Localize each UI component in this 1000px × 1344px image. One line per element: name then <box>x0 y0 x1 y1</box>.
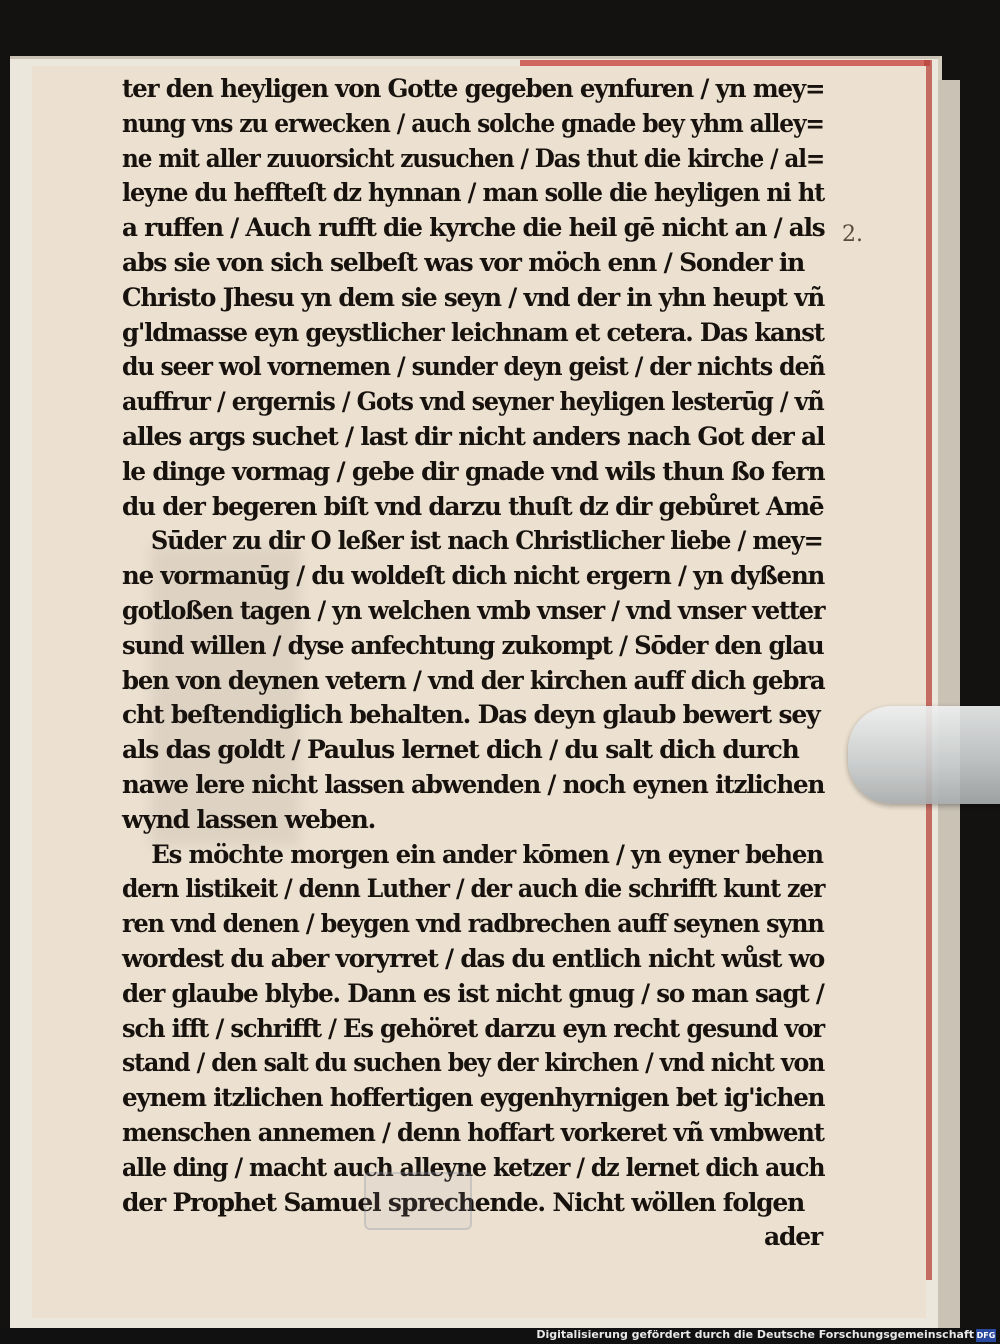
text-line: cht beſtendiglich behalten. Das deyn glaub bewert sey <box>122 700 820 730</box>
text-line: gotloßen tagen / yn welchen vmb vnser / vnd vnser vetter <box>122 595 825 625</box>
text-line: als das goldt / Paulus lernet dich / du salt dich durch <box>122 735 799 765</box>
text-block <box>122 72 824 1255</box>
text-line: ren vnd denen / beygen vnd radbrechen auff seynen synn <box>122 909 824 939</box>
mounting-board-edge <box>938 80 960 1328</box>
text-line: ne vormanūg / du woldeſt dich nicht ergern / yn dyßenn <box>122 561 825 591</box>
text-line: wordest du aber voryrret / das du entlich nicht wůst wo <box>122 943 825 973</box>
text-line: le dinge vormag / gebe dir gnade vnd wils thun ßo fern <box>122 456 825 486</box>
text-line: Christo Jhesu yn dem sie seyn / vnd der in yhn heupt vñ <box>122 282 825 312</box>
text-line: ne mit aller zuuorsicht zusuchen / Das thut die kirche / al= <box>122 143 825 173</box>
text-line: alle ding / macht auch alleyne ketzer / dz lernet dich auch <box>122 1152 825 1182</box>
footer-credit: Digitalisierung gefördert durch die Deutsche Forschungsgemeinschaft <box>536 1328 974 1341</box>
text-line: sund willen / dyse anfechtung zukompt / Sōder den glau <box>122 630 824 660</box>
text-line: nung vns zu erwecken / auch solche gnade bey yhm alley= <box>122 108 824 138</box>
catchword: ader <box>764 1222 822 1252</box>
text-line: Sūder zu dir O leßer ist nach Christlicher liebe / mey= <box>150 526 823 556</box>
text-line: alles args suchet / last dir nicht anders nach Got der al <box>122 421 825 451</box>
text-line: menschen annemen / denn hoffart vorkeret vñ vmbwent <box>122 1117 824 1147</box>
library-stamp <box>364 1172 472 1230</box>
margin-note: 2. <box>842 222 863 247</box>
text-line: der Prophet Samuel sprechende. Nicht wöllen folgen <box>122 1187 805 1217</box>
text-line: ben von deynen vetern / vnd der kirchen auff dich gebra <box>122 665 825 695</box>
text-line: a ruffen / Auch rufft die kyrche die heil gē nicht an / als <box>122 213 825 243</box>
text-line: dern listikeit / denn Luther / der auch die schrifft kunt zer <box>122 874 825 904</box>
text-line: g'ldmasse eyn geystlicher leichnam et cetera. Das kanst <box>122 317 824 347</box>
text-line: wynd lassen weben. <box>122 804 376 834</box>
text-line: du der begeren biſt vnd darzu thuſt dz dir gebůret Amē <box>122 491 824 521</box>
dfg-logo: DFG <box>976 1331 996 1340</box>
text-line: abs sie von sich selbeſt was vor möch enn / Sonder in <box>122 247 805 277</box>
text-line: nawe lere nicht lassen abwenden / noch eynen itzlichen <box>122 769 825 799</box>
text-line: der glaube blybe. Dann es ist nicht gnug / so man sagt / <box>122 978 824 1008</box>
text-line: leyne du heffteſt dz hynnan / man solle die heyligen ni ht <box>122 178 825 208</box>
text-line: stand / den salt du suchen bey der kirchen / vnd nicht von <box>122 1048 825 1078</box>
text-line: ter den heyligen von Gotte gegeben eynfuren / yn mey= <box>122 74 825 103</box>
paper-clip-holder <box>848 706 1000 804</box>
text-line: Es möchte morgen ein ander kōmen / yn eyner behen <box>151 839 823 869</box>
text-line: du seer wol vornemen / sunder deyn geist / der nichts deñ <box>122 352 825 382</box>
text-line: sch ifft / schrifft / Es gehöret darzu eyn recht gesund vor <box>122 1013 824 1043</box>
text-line: auffrur / ergernis / Gots vnd seyner heyligen lesterūg / vñ <box>122 387 824 417</box>
text-line: eynem itzlichen hoffertigen eygenhyrnigen bet ig'ichen <box>122 1083 825 1113</box>
